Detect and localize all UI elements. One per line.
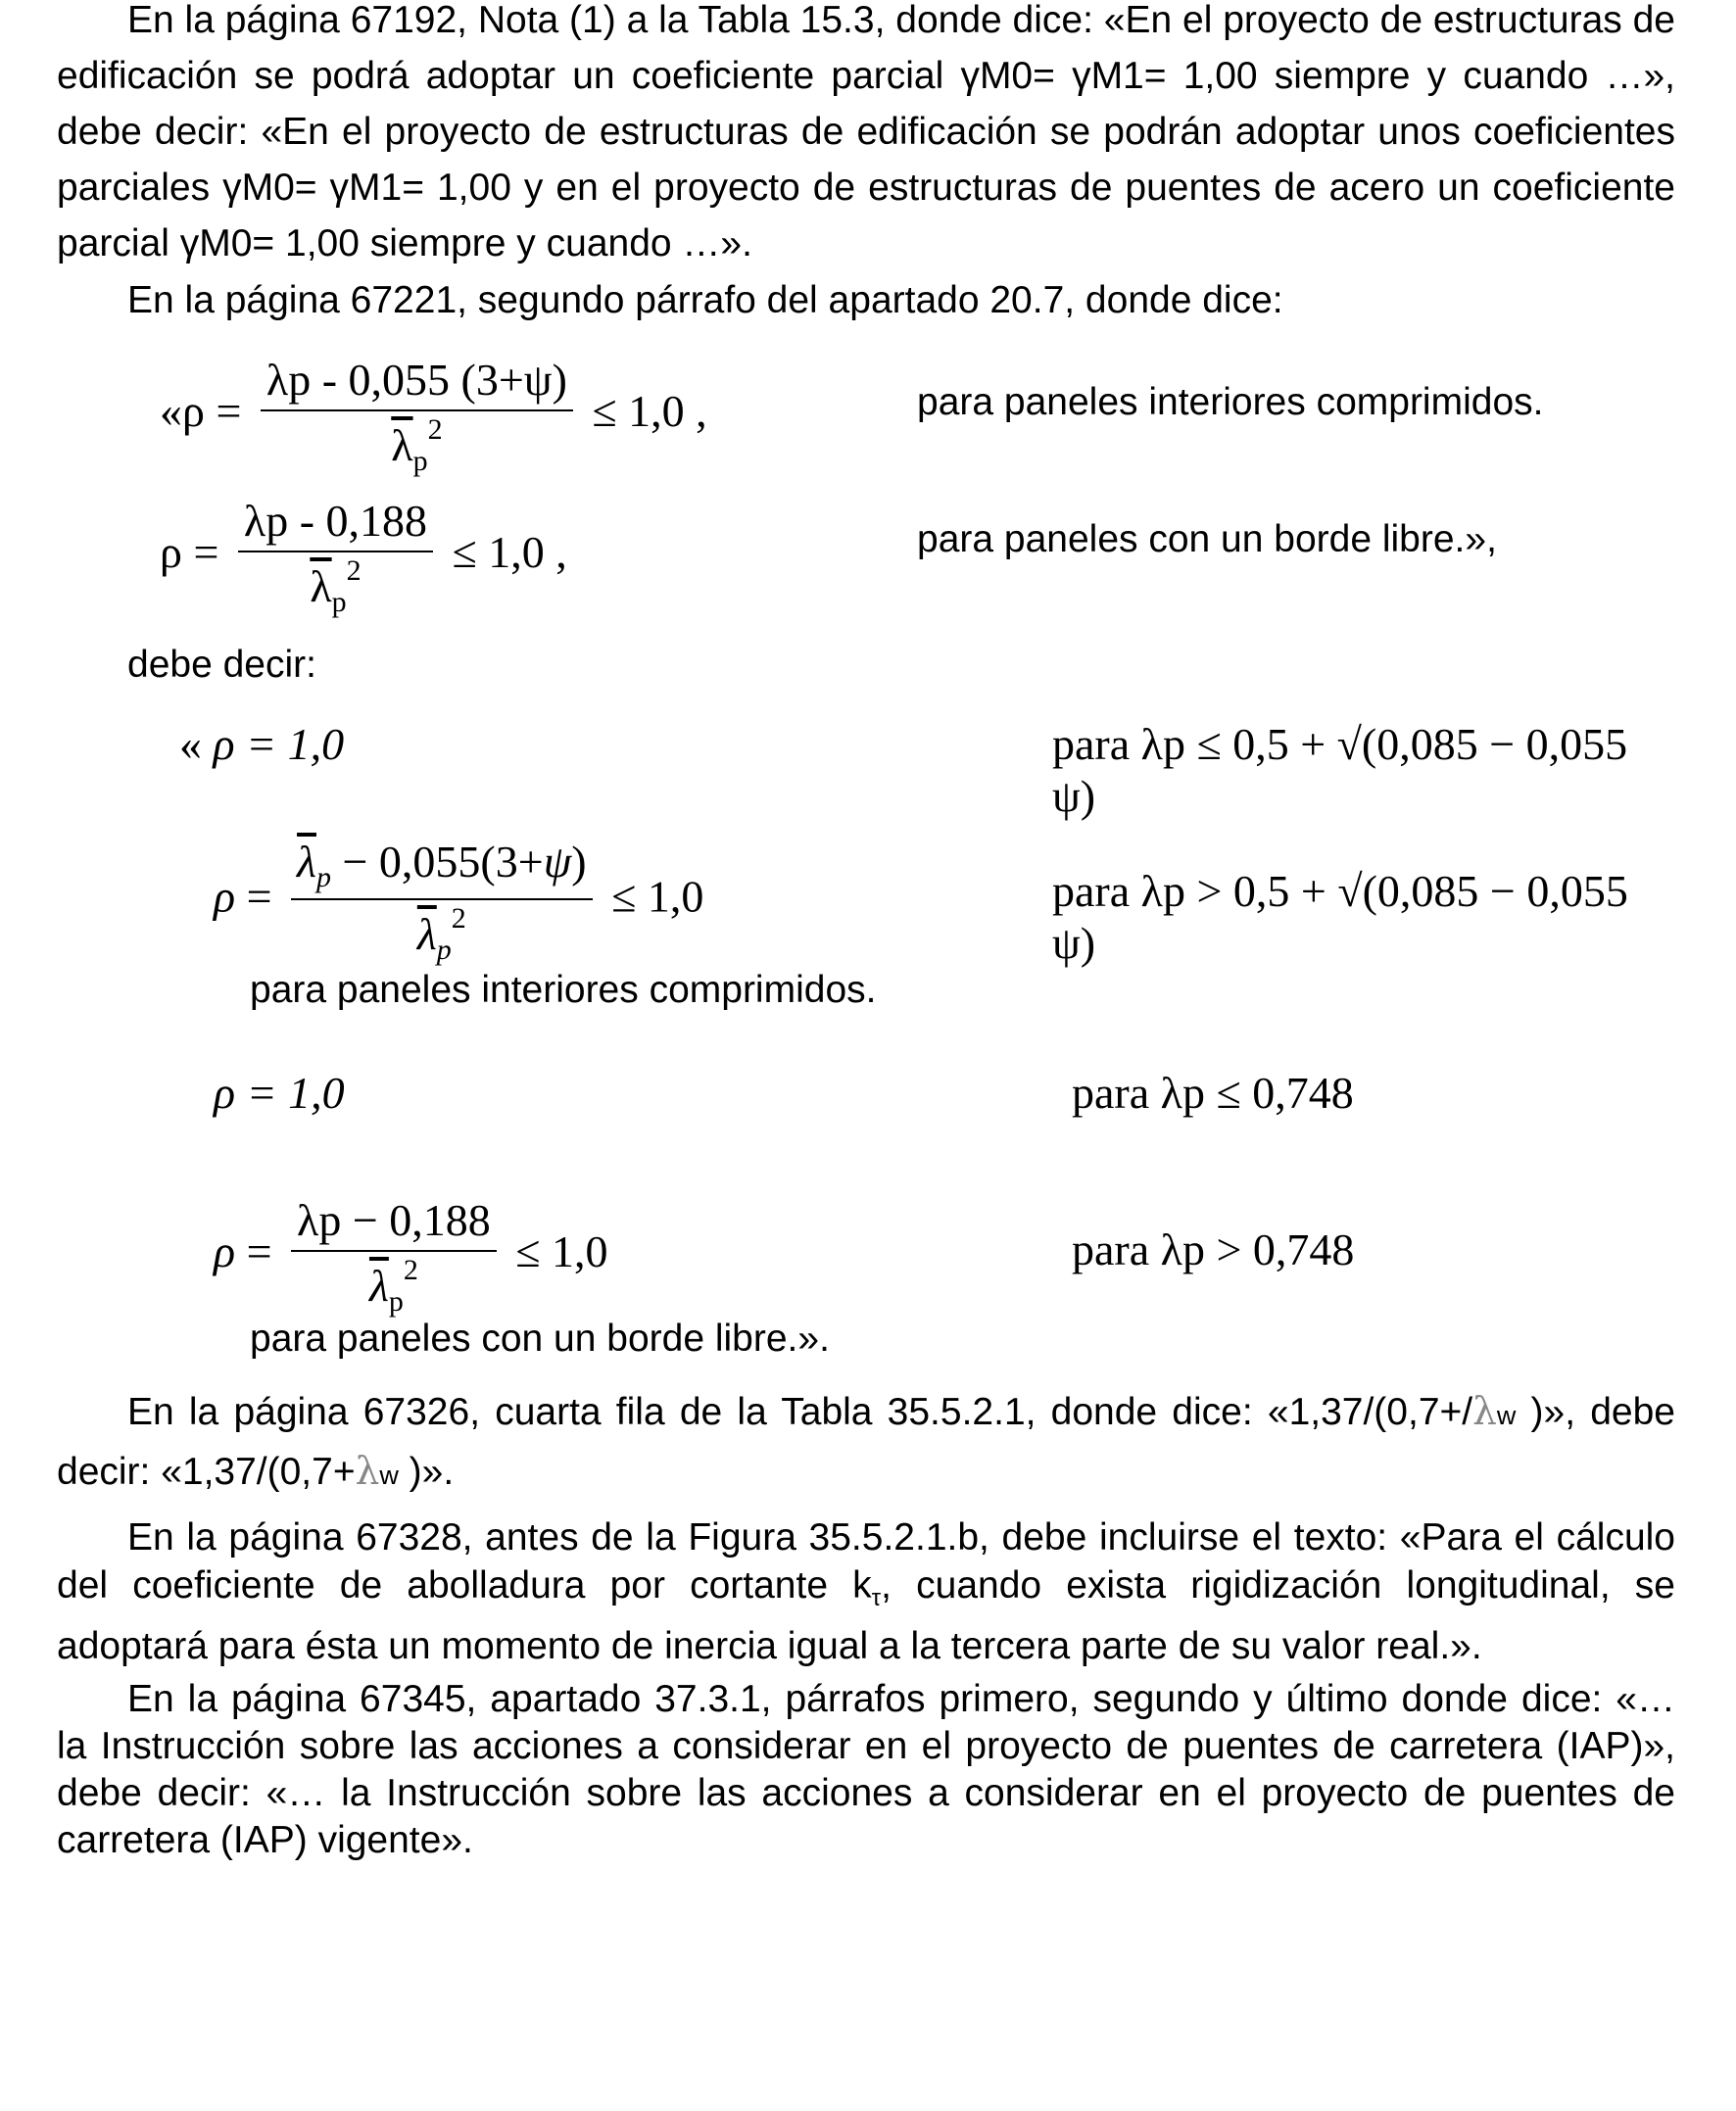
paragraph-text: En la página 67221, segundo párrafo del apartado 20.7, donde dice: xyxy=(127,279,1283,321)
paragraph-apartado-20-7 xyxy=(57,273,1675,328)
debe-decir-label xyxy=(57,638,1675,693)
paragraph-text: , cuando exista rigidización longitudinal, se adoptará para ésta un momento de inercia igual a la tercera parte de su valor real.». xyxy=(57,1564,1675,1667)
paragraph-text: En la página 67192, Nota (1) a la Tabla 15.3, donde dice: «En el proyecto de estructuras de edificación se podrá adoptar un coeficiente parcial γM0= γM1= 1,00 siempre y cuando …», debe decir: «En el proyecto de estructuras de edificación se podrán adoptar unos coeficientes parciales γM0= γM1= 1,00 y en el proyecto de estructuras de puentes de acero un coeficiente parcial γM0= 1,00 siempre y cuando …». xyxy=(57,0,1675,264)
formula-condition: para λp ≤ 0,5 + √(0,085 − 0,055 ψ) xyxy=(1052,719,1628,821)
formula-lhs: ρ = 1,0 xyxy=(213,719,345,769)
fraction-numerator: λp − 0,188 xyxy=(291,1194,497,1252)
formula-rhs: ≤ 1,0 xyxy=(611,871,704,922)
paragraph-text: debe decir: xyxy=(127,644,316,686)
fraction xyxy=(238,495,433,619)
paragraph-text: )». xyxy=(398,1451,455,1493)
fraction-numerator: λp - 0,055 (3+ψ) xyxy=(261,354,573,411)
formula-label: para paneles con un borde libre.», xyxy=(917,518,1497,560)
lambda-symbol: λ xyxy=(1472,1390,1497,1434)
paragraph-text: En la página 67345, apartado 37.3.1, párrafos primero, segundo y último donde dice: «… la Instrucción sobre las acciones a considerar en el proyecto de puentes de carretera (IAP)», debe decir: «… la Instrucción sobre las acciones a considerar en el proyecto de puentes de carretera (IAP) vigente». xyxy=(57,1678,1675,1861)
formula-rhs: ≤ 1,0 , xyxy=(452,527,567,578)
formula-label: para paneles interiores comprimidos. xyxy=(917,381,1544,423)
formula-lhs: ρ = 1,0 xyxy=(214,1068,345,1118)
fraction-denominator: $\overline{\lambda}_p^2$ xyxy=(368,1254,418,1318)
formula-expression: ρ = $\frac{\lambda p - 0,188}{\overline{\lambda}_p^2}$ ≤ 1,0 xyxy=(214,1195,608,1318)
formula-condition: para λp ≤ 0,748 xyxy=(1072,1068,1354,1118)
old-formula-interior xyxy=(57,334,1675,477)
new-formula-rho-1-borde xyxy=(57,1057,1675,1184)
old-formula-borde-libre xyxy=(57,471,1675,628)
paragraph-figura-35-5-2-1-b: En la página 67328, antes de la Figura 35.5.2.1.b, debe incluirse el texto: «Para el cálculo del coeficiente de abolladura por cortante $k_\tau$, cuando exista rigidización longitudinal, se adoptará para ésta un momento de inercia igual a la tercera parte de su valor real.». xyxy=(57,1516,1675,1667)
formula-expression: « ρ = 1,0 xyxy=(179,719,345,769)
fraction-denominator: $\overline{\lambda}_p^2$ xyxy=(391,413,443,477)
paragraph-text: En la página 67328, antes de la Figura 35.5.2.1.b, debe incluirse el texto: «Para el cálculo del coeficiente de abolladura por cortante k xyxy=(57,1516,1675,1607)
fraction xyxy=(291,1194,497,1319)
paragraph-text: En la página 67326, cuarta fila de la Tabla 35.5.2.1, donde dice: «1,37/(0,7+/ xyxy=(127,1391,1473,1433)
fraction-numerator: λp - 0,188 xyxy=(238,495,433,552)
paragraph-tabla-35-5-2-1: En la página 67326, cuarta fila de la Tabla 35.5.2.1, donde dice: «1,37/(0,7+/λw )», debe decir: «1,37/(0,7+λw )». xyxy=(57,1390,1675,1494)
formula-rhs: ≤ 1,0 xyxy=(515,1226,608,1277)
formula-rhs: ≤ 1,0 , xyxy=(592,386,707,437)
formula-condition: para λp > 0,5 + √(0,085 − 0,055 ψ) xyxy=(1052,866,1628,968)
paragraph-tabla-15-3 xyxy=(57,0,1675,271)
formula-expression: ρ = $\frac{\lambda p - 0,188}{\overline{\lambda}_p^2}$ ≤ 1,0 , xyxy=(160,496,567,618)
fraction-denominator: $\overline{\lambda}_p^2$ xyxy=(310,554,362,618)
fraction-numerator: $\overline{\lambda}_p - 0,055(3+\psi)$ xyxy=(291,836,593,900)
formula-expression: «ρ = $\frac{\lambda p - 0,055 (3+\psi)}{\overline{\lambda}_p^2}$ ≤ 1,0 , xyxy=(160,355,707,477)
formula-expression xyxy=(214,1067,345,1119)
lambda-symbol: λ xyxy=(355,1450,380,1494)
fraction-denominator: $\overline{\lambda}_p^2$ xyxy=(416,902,466,966)
formula-condition: para λp > 0,748 xyxy=(1072,1224,1355,1274)
new-formula-interior xyxy=(57,806,1675,973)
formula-label: para paneles interiores comprimidos. xyxy=(250,969,877,1011)
paragraph-text: )», debe decir: «1,37/(0,7+ xyxy=(57,1391,1675,1493)
formula-expression: ρ = $\frac{\overline{\lambda}_p - 0,055(3+\psi)}{\overline{\lambda}_p^2}$ ≤ 1,0 xyxy=(214,837,704,966)
formula-label: para paneles con un borde libre.». xyxy=(250,1318,830,1360)
new-formula-borde-libre xyxy=(57,1184,1675,1331)
document-page xyxy=(57,0,1675,1870)
fraction xyxy=(261,354,573,478)
fraction xyxy=(291,836,593,967)
paragraph-apartado-37-3-1 xyxy=(57,1676,1675,1864)
new-formula-rho-1 xyxy=(57,698,1675,821)
